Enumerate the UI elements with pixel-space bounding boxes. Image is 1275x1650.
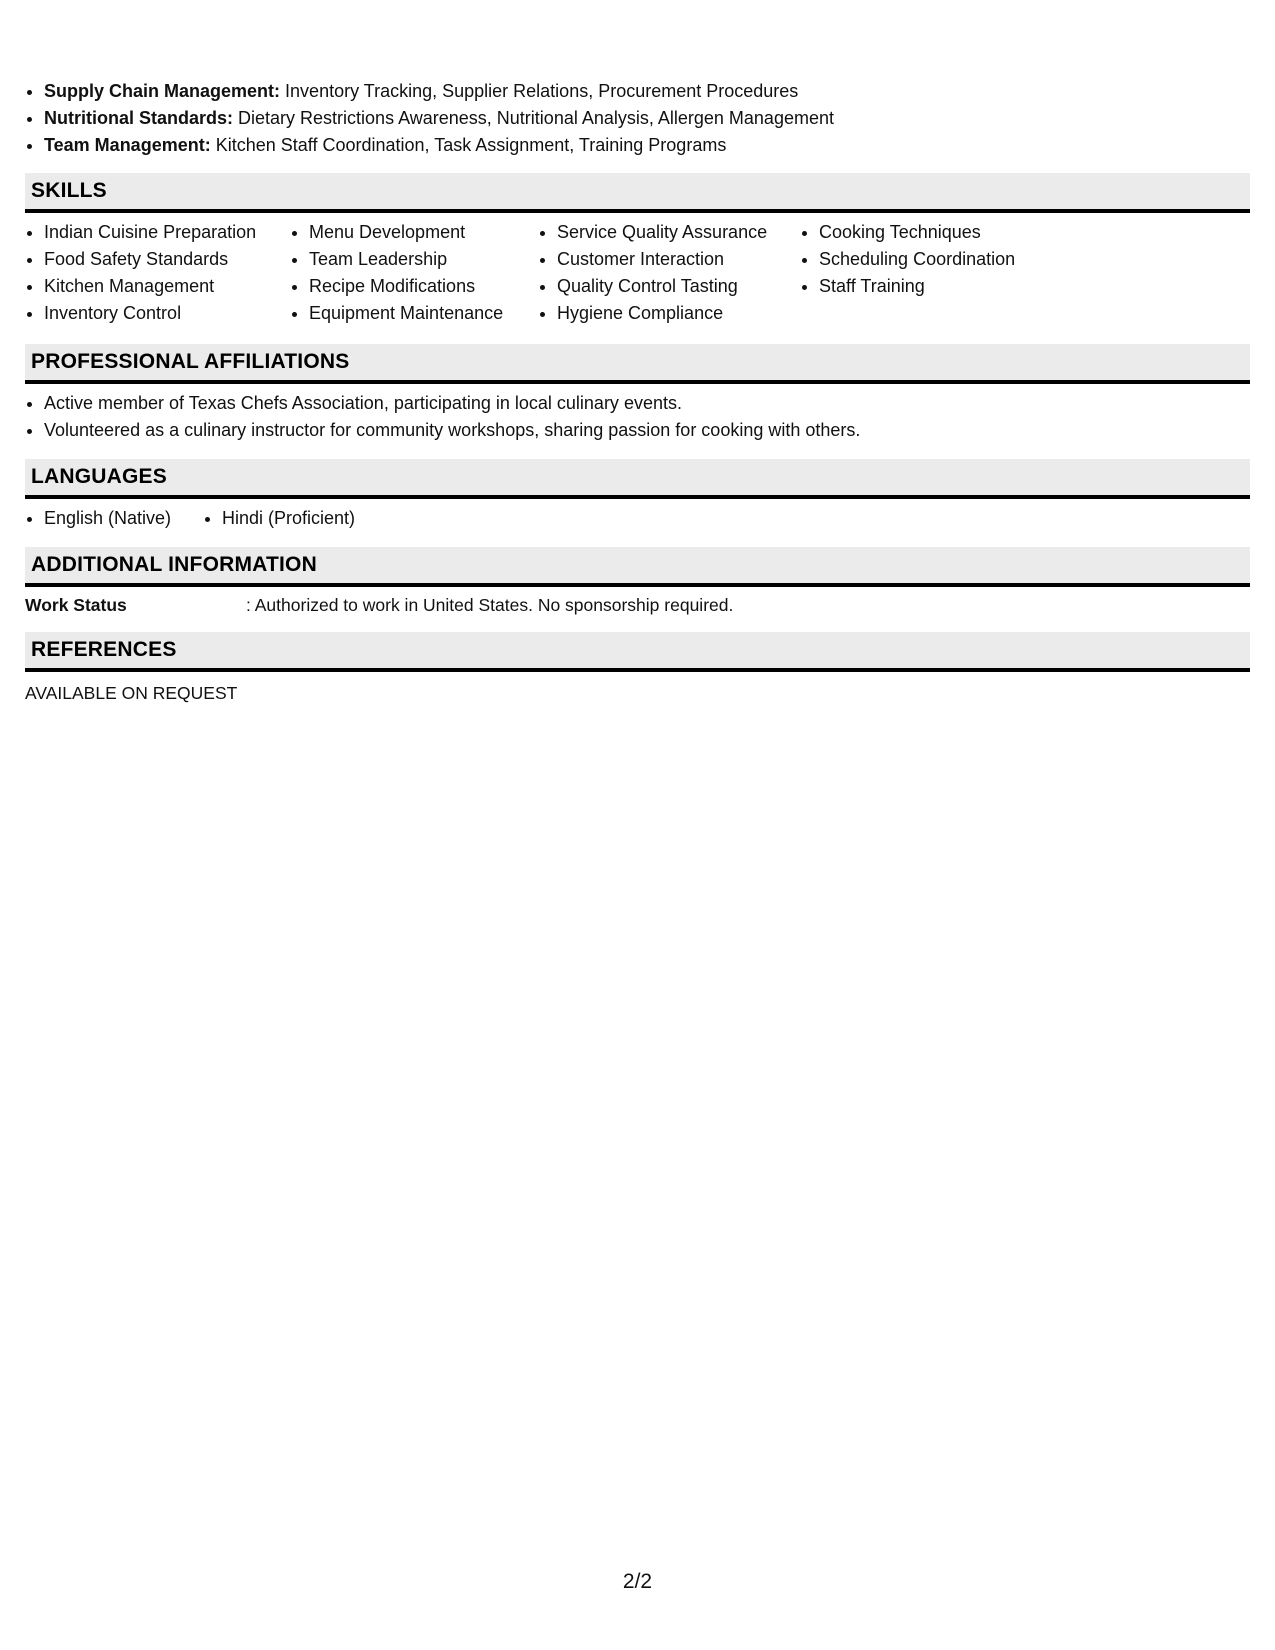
languages-column-2 bbox=[203, 505, 355, 532]
list-item: • Hygiene Compliance bbox=[557, 300, 800, 327]
section-title: PROFESSIONAL AFFILIATIONS bbox=[31, 350, 350, 373]
list-item: • Team Leadership bbox=[309, 246, 538, 273]
competency-text: Inventory Tracking, Supplier Relations, Procurement Procedures bbox=[285, 81, 799, 101]
resume-page bbox=[25, 78, 1250, 706]
skills-grid bbox=[25, 219, 1250, 327]
list-item: • Volunteered as a culinary instructor for community workshops, sharing passion for cooking with others. bbox=[44, 417, 1250, 444]
skills-column-1 bbox=[25, 219, 290, 327]
languages-header bbox=[25, 459, 1250, 499]
list-item: • Inventory Control bbox=[44, 300, 290, 327]
work-status-row bbox=[25, 592, 1250, 618]
skills-column-2 bbox=[290, 219, 538, 327]
list-item: • Food Safety Standards bbox=[44, 246, 290, 273]
additional-info-header bbox=[25, 547, 1250, 587]
list-item bbox=[44, 132, 1250, 159]
competency-label: Team Management: bbox=[44, 135, 211, 155]
references-header bbox=[25, 632, 1250, 672]
list-item: • Kitchen Management bbox=[44, 273, 290, 300]
skills-header bbox=[25, 173, 1250, 213]
work-status-label: Work Status bbox=[25, 595, 127, 615]
section-title: LANGUAGES bbox=[31, 465, 167, 488]
competency-text: Kitchen Staff Coordination, Task Assignment, Training Programs bbox=[215, 135, 727, 155]
list-item: • Equipment Maintenance bbox=[309, 300, 538, 327]
section-title: REFERENCES bbox=[31, 638, 177, 661]
list-item: • Staff Training bbox=[819, 273, 1079, 300]
page-number: 2/2 bbox=[622, 1570, 653, 1593]
list-item: • Recipe Modifications bbox=[309, 273, 538, 300]
list-item: • Quality Control Tasting bbox=[557, 273, 800, 300]
list-item bbox=[44, 78, 1250, 105]
languages-column-1 bbox=[25, 505, 203, 532]
list-item: • English (Native) bbox=[44, 505, 203, 532]
section-title: SKILLS bbox=[31, 179, 107, 202]
references-text: AVAILABLE ON REQUEST bbox=[25, 683, 238, 703]
competency-label: Supply Chain Management: bbox=[44, 81, 281, 101]
skills-column-4 bbox=[800, 219, 1079, 327]
list-item: • Hindi (Proficient) bbox=[222, 505, 355, 532]
work-status-value: : Authorized to work in United States. No sponsorship required. bbox=[246, 595, 734, 615]
competency-text: Dietary Restrictions Awareness, Nutritional Analysis, Allergen Management bbox=[238, 108, 834, 128]
skills-column-3 bbox=[538, 219, 800, 327]
list-item: • Menu Development bbox=[309, 219, 538, 246]
affiliations-list bbox=[25, 390, 1250, 444]
list-item: • Customer Interaction bbox=[557, 246, 800, 273]
list-item: • Scheduling Coordination bbox=[819, 246, 1079, 273]
list-item: • Active member of Texas Chefs Association, participating in local culinary events. bbox=[44, 390, 1250, 417]
list-item bbox=[44, 105, 1250, 132]
competencies-list bbox=[25, 78, 1250, 159]
list-item: • Service Quality Assurance bbox=[557, 219, 800, 246]
affiliations-header bbox=[25, 344, 1250, 384]
languages-list bbox=[25, 505, 1250, 532]
competency-label: Nutritional Standards: bbox=[44, 108, 234, 128]
section-title: ADDITIONAL INFORMATION bbox=[31, 553, 317, 576]
list-item: • Indian Cuisine Preparation bbox=[44, 219, 290, 246]
list-item: • Cooking Techniques bbox=[819, 219, 1079, 246]
